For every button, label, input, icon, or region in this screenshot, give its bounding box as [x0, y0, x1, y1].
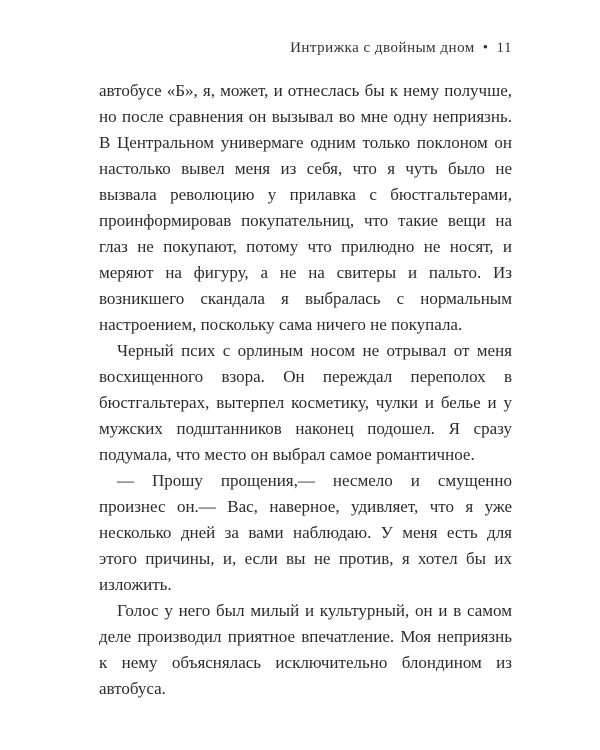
body-text [99, 78, 512, 702]
book-title: Интрижка с двойным дном [290, 40, 475, 56]
page-number: 11 [496, 40, 512, 56]
paragraph-3: — Прошу прощения,— несмело и смущенно произнес он.— Вас, наверное, удивляет, что я уже несколько дней за вами наблюдаю. У меня есть для этого причины, и, если вы не против, я хотел бы их изложить. [99, 471, 512, 594]
paragraph-1: автобусе «Б», я, может, и отнеслась бы к нему получше, но после сравнения он вызывал во мне одну неприязнь. В Центральном универмаге одним только поклоном он настолько вывел меня из себя, что я чуть было не вызвала революцию у прилавка с бюстгальтерами, проинформировав покупательниц, что такие вещи на глаз не покупают, потому что прилюдно не носят, и меряют на фигуру, а не на свитеры и пальто. Из возникшего скандала я выбралась с нормальным настроением, поскольку сама ничего не покупала. [99, 81, 512, 334]
running-header [290, 40, 512, 57]
header-separator: • [482, 40, 489, 56]
paragraph-2: Черный псих с орлиным носом не отрывал от меня восхищенного взора. Он переждал переполох в бюстгальтерах, вытерпел косметику, чулки и белье и у мужских подштанников наконец подошел. Я сразу подумала, что место он выбрал самое романтичное. [99, 341, 512, 464]
paragraph-4: Голос у него был милый и культурный, он и в самом деле производил приятное впечатление. Моя неприязнь к нему объяснялась исключительно блондином из автобуса. [99, 601, 512, 698]
